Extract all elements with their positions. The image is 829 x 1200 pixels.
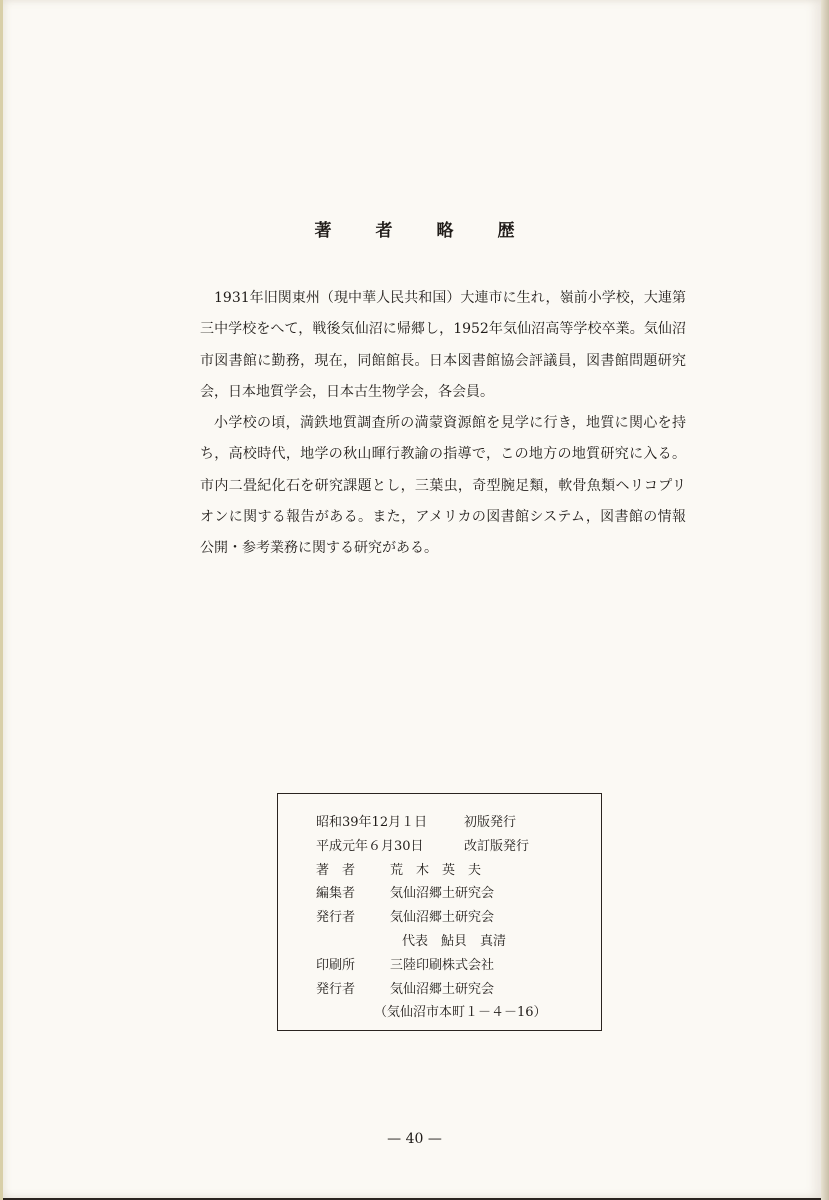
page-title: 著者略歴	[314, 221, 559, 241]
revised-edition-date: 平成元年６月30日	[316, 838, 424, 854]
colophon-row-first-edition	[316, 811, 601, 835]
author-value: 荒 木 英 夫	[390, 862, 482, 878]
publisher-label: 発行者	[316, 910, 356, 926]
editor-label: 編集者	[316, 886, 356, 902]
editor-value: 気仙沼郷土研究会	[390, 886, 495, 902]
publisher-value: 気仙沼郷土研究会	[390, 910, 495, 926]
first-edition-label: 初版発行	[464, 815, 517, 830]
address: （気仙沼市本町１－４－16）	[374, 1005, 547, 1021]
colophon-row-publisher	[316, 906, 601, 930]
colophon-row-printer	[316, 954, 601, 978]
colophon-row-address	[316, 1001, 601, 1025]
colophon-row-issuer	[316, 978, 601, 1002]
issuer-label: 発行者	[316, 981, 356, 997]
printer-label: 印刷所	[316, 957, 356, 973]
colophon-row-representative	[316, 930, 601, 954]
revised-edition-label: 改訂版発行	[464, 838, 530, 854]
colophon-row-author	[316, 859, 601, 883]
author-biography	[200, 283, 686, 565]
colophon-row-revised-edition	[316, 835, 601, 859]
page-number: — 40 —	[387, 1131, 442, 1147]
first-edition-date: 昭和39年12月１日	[316, 815, 428, 830]
printer-value: 三陸印刷株式会社	[390, 957, 495, 973]
issuer-value: 気仙沼郷土研究会	[390, 981, 495, 997]
page-right-edge	[821, 0, 829, 1200]
colophon-row-editor	[316, 882, 601, 906]
colophon-box	[277, 793, 602, 1031]
author-label: 著 者	[316, 862, 356, 878]
representative: 代表 鮎貝 真清	[402, 933, 507, 949]
bio-paragraph-2: 小学校の頃，満鉄地質調査所の満蒙資源館を見学に行き，地質に関心を持ち，高校時代，地学の秋山暉行教諭の指導で，この地方の地質研究に入る。市内二畳紀化石を研究課題とし，三葉虫，奇型腕足類，軟骨魚類ヘリコプリオンに関する報告がある。また，アメリカの図書館システム，図書館の情報公開・参考業務に関する研究がある。	[200, 415, 686, 557]
bio-paragraph-1: 1931年旧関東州（現中華人民共和国）大連市に生れ，嶺前小学校，大連第三中学校をへて，戦後気仙沼に帰郷し，1952年気仙沼高等学校卒業。気仙沼市図書館に勤務，現在，同館館長。日本図書館協会評議員，図書館問題研究会，日本地質学会，日本古生物学会，各会員。	[200, 290, 686, 400]
